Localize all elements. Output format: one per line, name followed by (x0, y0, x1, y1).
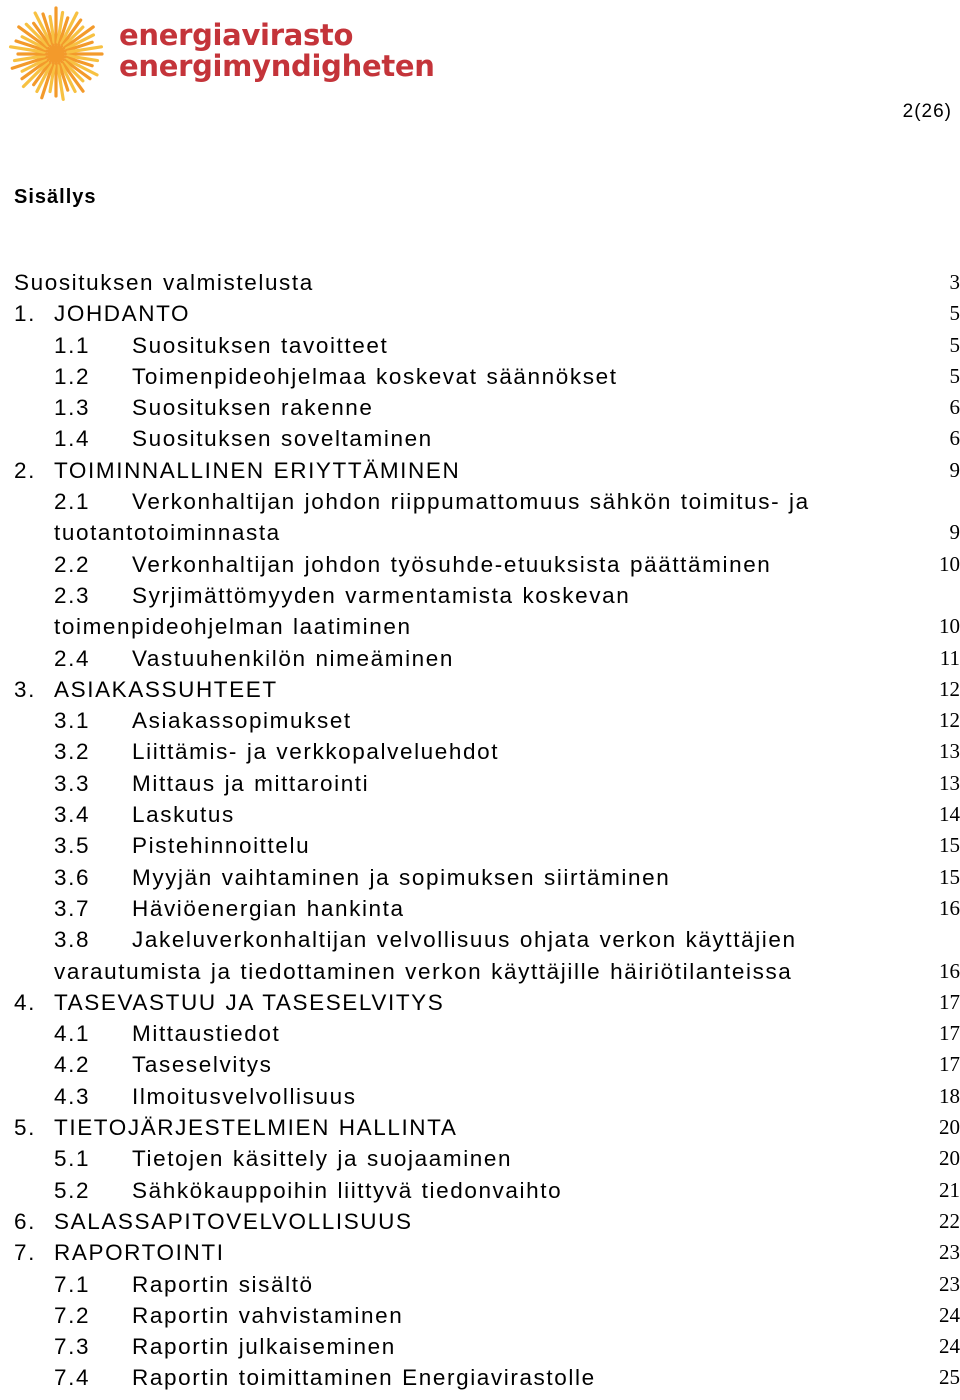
toc-entry-page: 15 (939, 864, 960, 889)
toc-entry[interactable] (14, 924, 960, 955)
table-of-contents (14, 267, 960, 1394)
toc-entry-number: 2.1 (54, 489, 91, 515)
toc-entry-number: 2.3 (54, 582, 91, 608)
toc-entry[interactable] (14, 1206, 960, 1237)
toc-entry[interactable] (14, 1049, 960, 1080)
toc-entry-number: 7.2 (54, 1302, 91, 1328)
toc-entry-label (14, 298, 190, 329)
toc-entry-page: 13 (939, 770, 960, 795)
toc-entry-number: 5.2 (54, 1177, 91, 1203)
toc-entry-text: TOIMINNALLINEN ERIYTTÄMINEN (54, 457, 461, 483)
toc-entry-label (54, 1049, 273, 1080)
toc-entry[interactable] (14, 1300, 960, 1331)
toc-entry-label (54, 1175, 562, 1206)
toc-entry-page: 6 (949, 395, 960, 420)
toc-entry[interactable] (14, 736, 960, 767)
toc-entry-page: 3 (949, 270, 960, 294)
toc-entry-number: 4.3 (54, 1083, 91, 1109)
toc-entry[interactable] (14, 517, 960, 548)
sun-core (47, 45, 65, 63)
toc-entry-label (54, 423, 433, 454)
toc-entry-page: 23 (939, 1240, 960, 1265)
toc-entry-number: 6. (14, 1208, 36, 1234)
toc-entry-number: 2. (14, 457, 36, 483)
toc-entry[interactable] (14, 893, 960, 924)
toc-entry[interactable] (14, 1112, 960, 1143)
toc-entry-page: 11 (939, 645, 960, 670)
toc-entry-number: 2.4 (54, 645, 91, 671)
toc-entry-number: 7. (14, 1240, 36, 1266)
toc-entry-label (54, 1300, 403, 1331)
toc-entry-number: 3.5 (54, 833, 91, 859)
toc-entry-label (54, 1269, 314, 1300)
toc-entry-page: 13 (939, 739, 960, 764)
logo-wordmark (119, 20, 435, 82)
toc-entry-label (14, 1112, 457, 1143)
toc-entry[interactable] (14, 830, 960, 861)
toc-entry-number: 7.1 (54, 1271, 91, 1297)
toc-entry-label (54, 924, 797, 955)
toc-entry-number: 7.3 (54, 1334, 91, 1360)
toc-entry-text: Suosituksen tavoitteet (132, 332, 389, 358)
toc-entry-label (54, 486, 810, 517)
toc-entry[interactable] (14, 987, 960, 1018)
toc-entry-page: 9 (949, 520, 960, 545)
toc-entry-label (54, 830, 310, 861)
toc-entry-page: 18 (939, 1083, 960, 1108)
toc-entry-text: JOHDANTO (54, 301, 191, 327)
toc-entry-label (54, 1143, 512, 1174)
toc-entry-text: toimenpideohjelman laatiminen (54, 614, 412, 640)
toc-entry-number: 1.3 (54, 395, 91, 421)
toc-entry[interactable] (14, 486, 960, 517)
toc-entry-label (14, 674, 278, 705)
toc-entry-page: 24 (939, 1302, 960, 1327)
toc-entry-page: 16 (939, 895, 960, 920)
toc-entry-page: 5 (949, 301, 960, 326)
toc-entry-text: SALASSAPITOVELVOLLISUUS (54, 1208, 413, 1234)
toc-entry-label (14, 987, 444, 1018)
toc-entry-number: 1.1 (54, 332, 91, 358)
toc-entry-page: 23 (939, 1271, 960, 1296)
toc-entry-label (54, 768, 369, 799)
toc-entry-text: TIETOJÄRJESTELMIEN HALLINTA (54, 1115, 458, 1141)
toc-entry-number: 3.4 (54, 802, 91, 828)
toc-entry-number: 3.8 (54, 927, 91, 953)
toc-entry-text: Pistehinnoittelu (132, 833, 311, 859)
toc-entry-text: Taseselvitys (132, 1052, 273, 1078)
toc-entry-text: Myyjän vaihtaminen ja sopimuksen siirtäminen (132, 864, 671, 890)
toc-entry-page: 14 (939, 802, 960, 827)
toc-heading: Sisällys (14, 186, 97, 208)
toc-entry-page: 10 (939, 614, 960, 639)
toc-entry[interactable] (14, 423, 960, 454)
toc-entry-number: 1.2 (54, 363, 91, 389)
toc-entry-label (54, 643, 454, 674)
toc-entry-page: 21 (939, 1177, 960, 1202)
toc-entry[interactable] (14, 580, 960, 611)
toc-entry[interactable] (14, 1362, 960, 1393)
toc-entry-text: Häviöenergian hankinta (132, 895, 405, 921)
toc-entry[interactable] (14, 1081, 960, 1112)
toc-entry-label (54, 580, 630, 611)
toc-entry-number: 3.7 (54, 895, 91, 921)
toc-entry-text: Liittämis- ja verkkopalveluehdot (132, 739, 500, 765)
toc-entry-text: Suosituksen valmistelusta (14, 270, 314, 295)
toc-entry-page: 10 (939, 551, 960, 576)
toc-entry-label (54, 1362, 596, 1393)
toc-entry-text: Raportin julkaiseminen (132, 1334, 396, 1360)
toc-entry-number: 3.3 (54, 770, 91, 796)
toc-entry-label (54, 705, 352, 736)
toc-entry-label (54, 893, 405, 924)
toc-entry-page: 12 (939, 676, 960, 701)
toc-entry-text: Tietojen käsittely ja suojaaminen (132, 1146, 513, 1172)
toc-entry-label (54, 361, 618, 392)
toc-entry[interactable] (14, 330, 960, 361)
toc-entry-page: 24 (939, 1334, 960, 1359)
toc-entry-label (54, 799, 235, 830)
toc-entry-label (54, 1018, 280, 1049)
toc-entry-text: RAPORTOINTI (54, 1240, 225, 1266)
toc-entry[interactable] (14, 705, 960, 736)
toc-entry-text: Syrjimättömyyden varmentamista koskevan (132, 582, 631, 608)
toc-entry-text: Raportin sisältö (132, 1271, 314, 1297)
toc-entry-text: Mittaustiedot (132, 1021, 281, 1047)
toc-entry[interactable] (14, 956, 960, 987)
toc-entry-page: 17 (939, 989, 960, 1014)
toc-entry-label (14, 455, 460, 486)
toc-entry-page: 20 (939, 1146, 960, 1171)
toc-entry-number: 4.1 (54, 1021, 91, 1047)
toc-entry[interactable] (14, 768, 960, 799)
toc-entry-page: 16 (939, 958, 960, 983)
toc-entry-label (14, 1237, 225, 1268)
toc-entry-text: Verkonhaltijan johdon riippumattomuus sähkön toimitus- ja (132, 489, 810, 515)
toc-entry-page: 17 (939, 1021, 960, 1046)
toc-entry-text: TASEVASTUU JA TASESELVITYS (54, 989, 445, 1015)
toc-entry-text: Sähkökauppoihin liittyvä tiedonvaihto (132, 1177, 563, 1203)
toc-entry-number: 7.4 (54, 1365, 91, 1391)
toc-entry[interactable] (14, 1143, 960, 1174)
toc-entry-label (54, 517, 281, 548)
toc-entry-number: 4.2 (54, 1052, 91, 1078)
toc-entry-page: 5 (949, 363, 960, 388)
toc-entry[interactable] (14, 1237, 960, 1268)
toc-entry-page: 20 (939, 1115, 960, 1140)
toc-entry-page: 25 (939, 1365, 960, 1390)
toc-entry-number: 3.1 (54, 708, 91, 734)
toc-entry-text: Vastuuhenkilön nimeäminen (132, 645, 455, 671)
toc-entry-label (54, 330, 388, 361)
logo-line-finnish: energiavirasto (119, 18, 354, 52)
toc-entry-text: Jakeluverkonhaltijan velvollisuus ohjata verkon käyttäjien (132, 927, 797, 953)
toc-entry-number: 3.2 (54, 739, 91, 765)
toc-entry-text: Toimenpideohjelmaa koskevat säännökset (132, 363, 618, 389)
toc-entry[interactable] (14, 1331, 960, 1362)
toc-entry-page: 22 (939, 1208, 960, 1233)
toc-entry-text: ASIAKASSUHTEET (54, 676, 278, 702)
toc-entry[interactable] (14, 674, 960, 705)
toc-entry-label (14, 1206, 413, 1237)
logo-line-swedish: energimyndigheten (119, 49, 435, 83)
toc-entry-page: 17 (939, 1052, 960, 1077)
toc-entry[interactable] (14, 549, 960, 580)
toc-entry-page: 15 (939, 833, 960, 858)
toc-entry-text: Suosituksen rakenne (132, 395, 374, 421)
toc-entry-number: 1.4 (54, 426, 91, 452)
toc-entry-number: 3. (14, 676, 36, 702)
toc-entry-label (54, 611, 412, 642)
toc-entry-label (54, 1331, 396, 1362)
toc-entry-text: Mittaus ja mittarointi (132, 770, 370, 796)
page-number: 2(26) (902, 101, 952, 122)
toc-entry-page: 5 (949, 332, 960, 357)
toc-entry-text: Raportin vahvistaminen (132, 1302, 404, 1328)
toc-entry-label (54, 549, 771, 580)
toc-entry-label (54, 392, 374, 423)
toc-entry-number: 5.1 (54, 1146, 91, 1172)
toc-entry-text: Asiakassopimukset (132, 708, 352, 734)
sun-emblem-icon (6, 4, 106, 104)
toc-entry[interactable] (14, 298, 960, 329)
toc-entry[interactable] (14, 862, 960, 893)
toc-entry-number: 2.2 (54, 551, 91, 577)
toc-entry-page: 6 (949, 426, 960, 451)
toc-entry[interactable] (14, 267, 960, 298)
toc-entry[interactable] (14, 611, 960, 642)
toc-entry-text: tuotantotoiminnasta (54, 520, 281, 546)
toc-entry[interactable] (14, 392, 960, 423)
toc-entry-text: Verkonhaltijan johdon työsuhde-etuuksista päättäminen (132, 551, 772, 577)
toc-entry[interactable] (14, 361, 960, 392)
toc-entry-label (54, 862, 670, 893)
toc-entry-text: varautumista ja tiedottaminen verkon käyttäjille häiriötilanteissa (54, 958, 793, 984)
toc-entry[interactable] (14, 643, 960, 674)
toc-entry-number: 5. (14, 1115, 36, 1141)
toc-entry-text: Ilmoitusvelvollisuus (132, 1083, 357, 1109)
toc-entry[interactable] (14, 1269, 960, 1300)
toc-entry[interactable] (14, 799, 960, 830)
toc-entry-number: 3.6 (54, 864, 91, 890)
energiavirasto-logo (6, 4, 435, 104)
toc-entry[interactable] (14, 455, 960, 486)
toc-entry-label (14, 267, 314, 298)
toc-entry-number: 1. (14, 301, 36, 327)
toc-entry-page: 9 (949, 457, 960, 482)
toc-entry-label (54, 1081, 357, 1112)
toc-entry[interactable] (14, 1018, 960, 1049)
toc-entry-text: Suosituksen soveltaminen (132, 426, 433, 452)
toc-entry-text: Laskutus (132, 802, 235, 828)
toc-entry-label (54, 956, 792, 987)
toc-entry-page: 12 (939, 708, 960, 733)
toc-entry-number: 4. (14, 989, 36, 1015)
toc-entry-text: Raportin toimittaminen Energiavirastolle (132, 1365, 596, 1391)
toc-entry[interactable] (14, 1175, 960, 1206)
toc-entry-label (54, 736, 499, 767)
